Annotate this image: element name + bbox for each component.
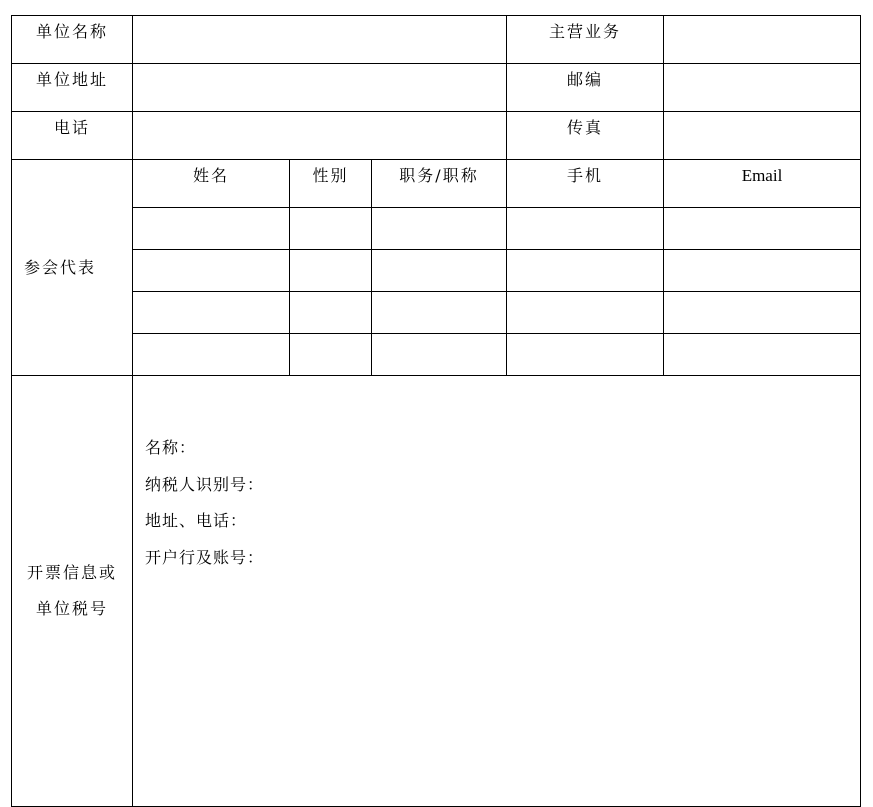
delegate-email-cell[interactable] (664, 292, 861, 334)
phone-field[interactable] (133, 112, 507, 160)
delegate-gender-cell[interactable] (290, 208, 372, 250)
invoice-taxpayer-id-line: 纳税人识别号： (145, 474, 265, 494)
delegate-title-cell[interactable] (372, 292, 507, 334)
delegate-name-cell[interactable] (133, 334, 290, 376)
delegate-row (12, 208, 861, 250)
delegate-title-cell[interactable] (372, 250, 507, 292)
invoice-address-phone-line: 地址、电话： (145, 511, 248, 530)
row-phone (12, 112, 861, 160)
registration-form-table (11, 15, 861, 807)
delegate-title-cell[interactable] (372, 208, 507, 250)
main-business-label: 主营业务 (507, 16, 664, 64)
main-business-field[interactable] (664, 16, 861, 64)
row-unit-name (12, 16, 861, 64)
row-delegates-header (12, 160, 861, 208)
invoice-name-line: 名称： (145, 438, 197, 457)
delegate-name-cell[interactable] (133, 208, 290, 250)
invoice-label-line1: 开票信息或 (26, 563, 117, 582)
delegate-gender-cell[interactable] (290, 292, 372, 334)
delegate-email-cell[interactable] (664, 334, 861, 376)
invoice-label-line2: 单位税号 (35, 599, 108, 618)
column-header-title: 职务/职称 (372, 160, 507, 208)
delegate-gender-cell[interactable] (290, 250, 372, 292)
delegate-gender-cell[interactable] (290, 334, 372, 376)
postcode-field[interactable] (664, 64, 861, 112)
invoice-bank-account-line: 开户行及账号： (145, 547, 265, 567)
invoice-label (12, 376, 133, 807)
delegate-row (12, 334, 861, 376)
unit-address-label: 单位地址 (12, 64, 133, 112)
delegate-mobile-cell[interactable] (507, 208, 664, 250)
unit-name-label: 单位名称 (12, 16, 133, 64)
column-header-gender: 性别 (290, 160, 372, 208)
delegate-row (12, 250, 861, 292)
delegate-mobile-cell[interactable] (507, 292, 664, 334)
fax-label: 传真 (507, 112, 664, 160)
fax-field[interactable] (664, 112, 861, 160)
row-invoice (12, 376, 861, 807)
postcode-label: 邮编 (507, 64, 664, 112)
delegate-row (12, 292, 861, 334)
delegate-title-cell[interactable] (372, 334, 507, 376)
column-header-name: 姓名 (133, 160, 290, 208)
delegate-mobile-cell[interactable] (507, 250, 664, 292)
invoice-info-field[interactable] (133, 376, 861, 807)
column-header-mobile: 手机 (507, 160, 664, 208)
column-header-email: Email (664, 160, 861, 208)
phone-label: 电话 (12, 112, 133, 160)
delegates-label: 参会代表 (12, 160, 133, 376)
unit-name-field[interactable] (133, 16, 507, 64)
delegate-email-cell[interactable] (664, 250, 861, 292)
delegate-name-cell[interactable] (133, 292, 290, 334)
delegate-mobile-cell[interactable] (507, 334, 664, 376)
unit-address-field[interactable] (133, 64, 507, 112)
delegate-email-cell[interactable] (664, 208, 861, 250)
delegate-name-cell[interactable] (133, 250, 290, 292)
row-unit-address (12, 64, 861, 112)
